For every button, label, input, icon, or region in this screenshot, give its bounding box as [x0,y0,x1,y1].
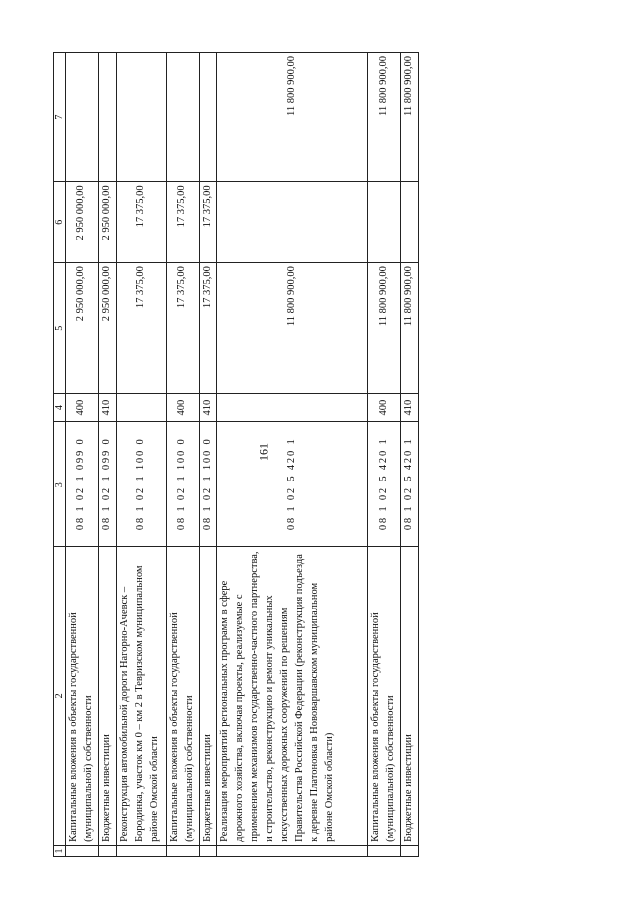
row-amount-5-cell: 17 375,00 [166,263,199,394]
header-col-5: 5 [54,263,66,394]
row-amount-6-cell: 17 375,00 [166,182,199,263]
table-row [199,53,217,857]
row-amount-7-cell [66,53,99,182]
row-code-cell: 08 1 02 1 100 0 [166,421,199,546]
row-name-cell: Капитальные вложения в объекты государственной (муниципальной) собственности [166,546,199,845]
row-index-cell [217,845,368,856]
row-code-cell: 08 1 02 1 100 0 [199,421,217,546]
row-amount-7-cell [166,53,199,182]
row-amount-7-cell: 11 800 900,00 [401,53,419,182]
header-col-4: 4 [54,394,66,421]
row-type-cell [116,394,166,421]
row-amount-5-cell: 11 800 900,00 [368,263,401,394]
row-type-cell: 410 [199,394,217,421]
row-type-cell [217,394,368,421]
row-amount-6-cell [368,182,401,263]
row-index-cell [199,845,217,856]
row-index-cell [401,845,419,856]
table-row [217,53,368,857]
row-index-cell [116,845,166,856]
table-row [66,53,99,857]
row-code-cell: 08 1 02 1 099 0 [98,421,116,546]
row-name-cell: Реконструкция автомобильной дороги Нагорно-Ачевск – Бородинка, участок км 0 – км 2 в Тевризском муниципальном районе Омской области [116,546,166,845]
row-type-cell: 410 [401,394,419,421]
row-code-cell: 08 1 02 5 420 1 [401,421,419,546]
budget-table [53,52,419,857]
row-amount-6-cell: 17 375,00 [199,182,217,263]
row-name-cell: Капитальные вложения в объекты государственной (муниципальной) собственности [66,546,99,845]
row-amount-7-cell: 11 800 900,00 [368,53,401,182]
table-row [98,53,116,857]
header-col-3: 3 [54,421,66,546]
table-header-row [54,53,66,857]
row-code-cell: 08 1 02 1 100 0 [116,421,166,546]
row-amount-6-cell: 17 375,00 [116,182,166,263]
row-name-cell: Бюджетные инвестиции [401,546,419,845]
rotated-table-container [53,52,423,857]
table-row [368,53,401,857]
row-type-cell: 400 [166,394,199,421]
row-index-cell [166,845,199,856]
row-amount-7-cell [116,53,166,182]
row-amount-6-cell: 2 950 000,00 [98,182,116,263]
header-col-1: 1 [54,845,66,856]
row-amount-7-cell [199,53,217,182]
header-col-2: 2 [54,546,66,845]
row-index-cell [98,845,116,856]
row-name-cell: Бюджетные инвестиции [98,546,116,845]
header-col-6: 6 [54,182,66,263]
row-amount-7-cell [98,53,116,182]
row-code-cell: 08 1 02 5 420 1 [368,421,401,546]
row-name-cell: Реализация мероприятий региональных программ в сфере дорожного хозяйства, включая проекты, реализуемые с применением механизмов государственно-частного партнерства, и строительство, реконструкцию и ремонт уникальных искусственных дорожных сооружений по решениям Правительства Российской Федерации (реконструкция подъезда к деревне Платоновка в Нововаршавском муниципальном районе Омской области) [217,546,368,845]
row-amount-7-cell: 11 800 900,00 [217,53,368,182]
page-number: 161 [256,443,271,461]
row-amount-5-cell: 17 375,00 [199,263,217,394]
row-code-cell: 08 1 02 5 420 1 [217,421,368,546]
row-amount-5-cell: 2 950 000,00 [98,263,116,394]
header-col-7: 7 [54,53,66,182]
row-type-cell: 410 [98,394,116,421]
row-amount-5-cell: 2 950 000,00 [66,263,99,394]
row-amount-6-cell [217,182,368,263]
row-amount-5-cell: 11 800 900,00 [217,263,368,394]
row-index-cell [66,845,99,856]
row-amount-5-cell: 17 375,00 [116,263,166,394]
row-type-cell: 400 [66,394,99,421]
table-row [116,53,166,857]
row-amount-6-cell [401,182,419,263]
table-row [166,53,199,857]
row-type-cell: 400 [368,394,401,421]
row-code-cell: 08 1 02 1 099 0 [66,421,99,546]
row-name-cell: Капитальные вложения в объекты государственной (муниципальной) собственности [368,546,401,845]
row-name-cell: Бюджетные инвестиции [199,546,217,845]
table-row [401,53,419,857]
row-index-cell [368,845,401,856]
row-amount-5-cell: 11 800 900,00 [401,263,419,394]
row-amount-6-cell: 2 950 000,00 [66,182,99,263]
